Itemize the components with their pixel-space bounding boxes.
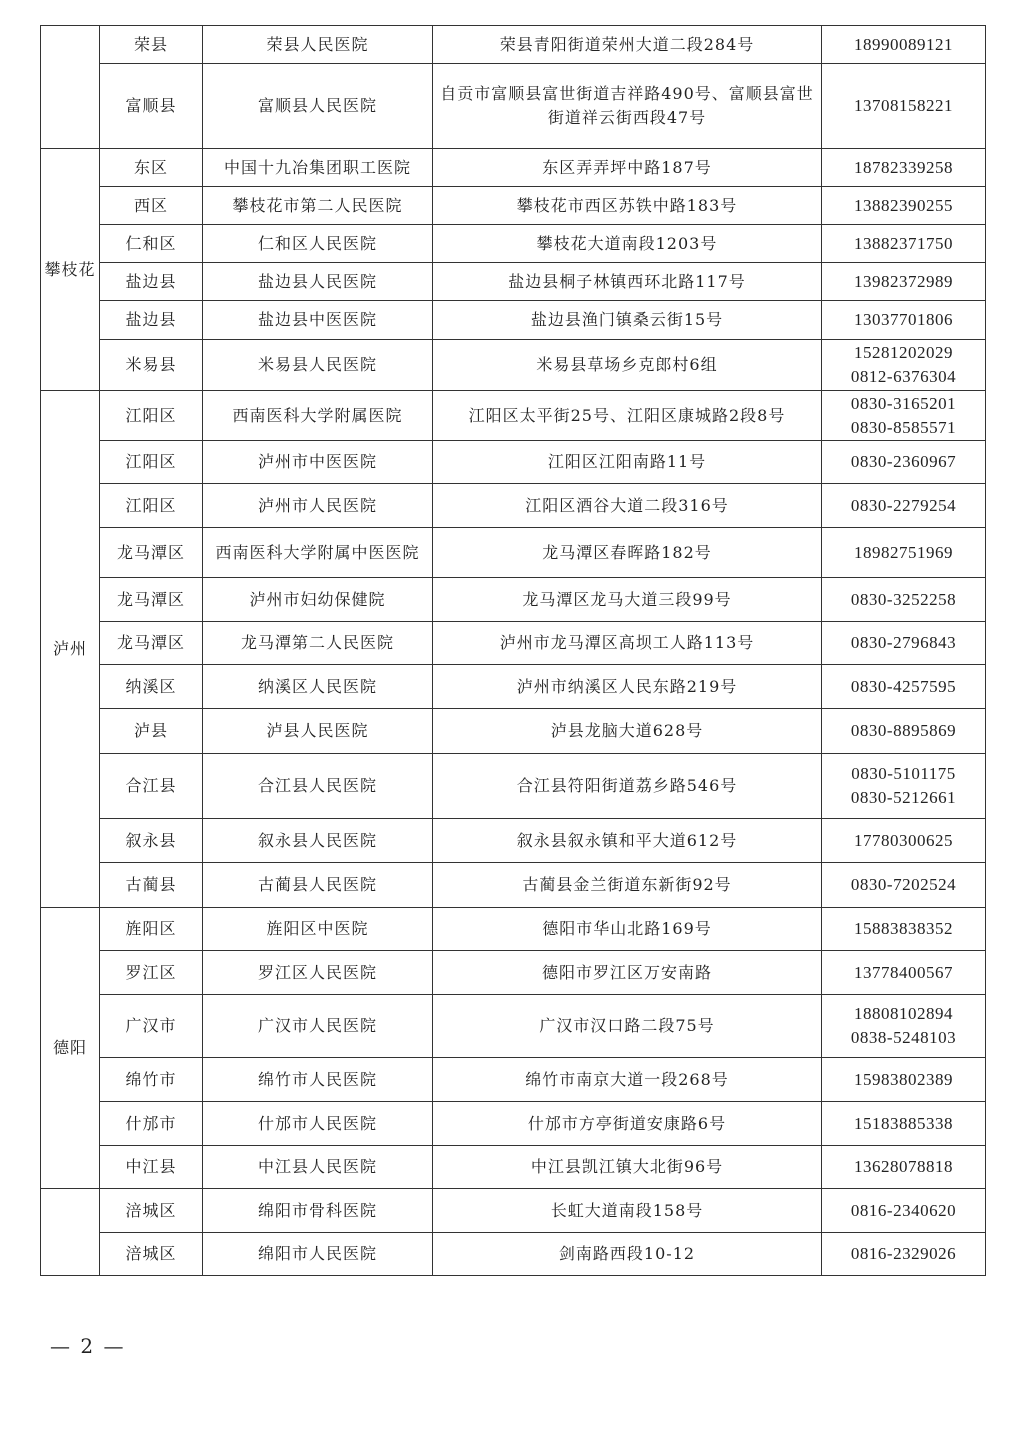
phone-number: 18782339258 [854, 157, 953, 177]
phone-number: 0830-5212661 [850, 788, 957, 807]
district-cell: 涪城区 [100, 1189, 203, 1233]
hospital-cell: 泸县人民医院 [203, 709, 433, 754]
table-row [41, 709, 986, 754]
phone-number: 0830-2279254 [850, 495, 957, 515]
table-row [41, 863, 986, 908]
phone-cell [822, 26, 986, 64]
table-row [41, 1233, 986, 1276]
phone-number: 0816-2340620 [850, 1200, 957, 1220]
district-cell: 泸县 [100, 709, 203, 754]
phone-cell [822, 665, 986, 709]
district-cell: 江阳区 [100, 391, 203, 441]
district-cell: 龙马潭区 [100, 528, 203, 578]
phone-number: 17780300625 [854, 830, 953, 850]
hospital-cell: 纳溪区人民医院 [203, 665, 433, 709]
city-cell: 泸州 [41, 391, 100, 908]
phone-number: 15281202029 [854, 343, 953, 362]
district-cell: 龙马潭区 [100, 578, 203, 622]
phone-number: 15883838352 [854, 919, 953, 938]
address-cell: 古蔺县金兰街道东新街92号 [433, 863, 822, 908]
table-row [41, 64, 986, 149]
hospital-table [40, 25, 986, 1276]
address-cell: 攀枝花大道南段1203号 [433, 225, 822, 263]
table-row [41, 754, 986, 819]
table-row [41, 528, 986, 578]
address-cell: 江阳区太平街25号、江阳区康城路2段8号 [433, 391, 822, 441]
table-row [41, 995, 986, 1058]
phone-cell [822, 1102, 986, 1146]
hospital-cell: 西南医科大学附属医院 [203, 391, 433, 441]
phone-number: 0830-4257595 [850, 676, 957, 696]
table-row [41, 484, 986, 528]
district-cell: 罗江区 [100, 951, 203, 995]
hospital-cell: 绵阳市骨科医院 [203, 1189, 433, 1233]
address-cell: 东区弄弄坪中路187号 [433, 149, 822, 187]
table-row [41, 1102, 986, 1146]
district-cell: 米易县 [100, 340, 203, 391]
table-row [41, 908, 986, 951]
table-row [41, 441, 986, 484]
district-cell: 仁和区 [100, 225, 203, 263]
district-cell: 荣县 [100, 26, 203, 64]
phone-cell [822, 995, 986, 1058]
address-cell: 德阳市华山北路169号 [433, 908, 822, 951]
hospital-cell: 富顺县人民医院 [203, 64, 433, 149]
phone-cell [822, 622, 986, 665]
hospital-cell: 泸州市中医医院 [203, 441, 433, 484]
table-row [41, 578, 986, 622]
city-cell: 德阳 [41, 908, 100, 1189]
district-cell: 江阳区 [100, 441, 203, 484]
district-cell: 龙马潭区 [100, 622, 203, 665]
table-row [41, 665, 986, 709]
phone-number: 18982751969 [854, 542, 953, 562]
hospital-cell: 古蔺县人民医院 [203, 863, 433, 908]
address-cell: 泸州市龙马潭区高坝工人路113号 [433, 622, 822, 665]
hospital-cell: 盐边县人民医院 [203, 263, 433, 301]
hospital-cell: 合江县人民医院 [203, 754, 433, 819]
district-cell: 富顺县 [100, 64, 203, 149]
hospital-cell: 仁和区人民医院 [203, 225, 433, 263]
address-cell: 中江县凯江镇大北街96号 [433, 1146, 822, 1189]
district-cell: 涪城区 [100, 1233, 203, 1276]
phone-number: 13882390255 [854, 195, 953, 215]
table-row [41, 1146, 986, 1189]
city-cell [41, 26, 100, 149]
hospital-cell: 荣县人民医院 [203, 26, 433, 64]
phone-cell [822, 1233, 986, 1276]
phone-number: 13628078818 [854, 1157, 953, 1176]
address-cell: 盐边县渔门镇桑云街15号 [433, 301, 822, 340]
phone-number: 0830-5101175 [851, 764, 956, 783]
phone-cell [822, 819, 986, 863]
table-row [41, 1189, 986, 1233]
phone-cell [822, 1189, 986, 1233]
phone-number: 15183885338 [854, 1113, 953, 1133]
phone-number: 13037701806 [854, 310, 953, 329]
phone-number: 0830-3252258 [850, 589, 957, 609]
address-cell: 盐边县桐子林镇西环北路117号 [433, 263, 822, 301]
phone-cell [822, 709, 986, 754]
hospital-cell: 中国十九冶集团职工医院 [203, 149, 433, 187]
hospital-cell: 中江县人民医院 [203, 1146, 433, 1189]
phone-cell [822, 225, 986, 263]
address-cell: 叙永县叙永镇和平大道612号 [433, 819, 822, 863]
address-cell: 泸县龙脑大道628号 [433, 709, 822, 754]
phone-number: 13882371750 [854, 233, 953, 253]
address-cell: 德阳市罗江区万安南路 [433, 951, 822, 995]
district-cell: 东区 [100, 149, 203, 187]
phone-cell [822, 441, 986, 484]
address-cell: 荣县青阳街道荣州大道二段284号 [433, 26, 822, 64]
phone-number: 0830-8585571 [850, 417, 957, 437]
address-cell: 龙马潭区春晖路182号 [433, 528, 822, 578]
phone-cell [822, 391, 986, 441]
address-cell: 剑南路西段10-12 [433, 1233, 822, 1276]
phone-number: 15983802389 [854, 1069, 953, 1089]
phone-cell [822, 64, 986, 149]
phone-cell [822, 908, 986, 951]
phone-number: 13778400567 [854, 962, 953, 982]
district-cell: 合江县 [100, 754, 203, 819]
hospital-cell: 泸州市人民医院 [203, 484, 433, 528]
hospital-cell: 龙马潭第二人民医院 [203, 622, 433, 665]
phone-number: 18990089121 [854, 34, 953, 54]
hospital-cell: 广汉市人民医院 [203, 995, 433, 1058]
phone-number: 0830-2360967 [850, 452, 957, 471]
table-row [41, 225, 986, 263]
phone-number: 0830-8895869 [850, 721, 957, 740]
phone-cell [822, 1058, 986, 1102]
address-cell: 合江县符阳街道荔乡路546号 [433, 754, 822, 819]
phone-cell [822, 863, 986, 908]
table-row [41, 622, 986, 665]
table-row [41, 26, 986, 64]
phone-cell [822, 484, 986, 528]
table-row [41, 301, 986, 340]
hospital-cell: 盐边县中医医院 [203, 301, 433, 340]
address-cell: 江阳区江阳南路11号 [433, 441, 822, 484]
phone-number: 0830-7202524 [850, 875, 957, 894]
hospital-cell: 罗江区人民医院 [203, 951, 433, 995]
address-cell: 江阳区酒谷大道二段316号 [433, 484, 822, 528]
hospital-cell: 绵竹市人民医院 [203, 1058, 433, 1102]
district-cell: 西区 [100, 187, 203, 225]
phone-number: 13982372989 [854, 271, 953, 291]
phone-cell [822, 340, 986, 391]
phone-number: 13708158221 [854, 96, 953, 115]
phone-number: 0830-3165201 [850, 393, 957, 413]
hospital-cell: 旌阳区中医院 [203, 908, 433, 951]
phone-number: 0838-5248103 [850, 1028, 957, 1047]
district-cell: 盐边县 [100, 263, 203, 301]
district-cell: 绵竹市 [100, 1058, 203, 1102]
table-row [41, 1058, 986, 1102]
phone-cell [822, 263, 986, 301]
phone-number: 0816-2329026 [850, 1244, 957, 1263]
address-cell: 攀枝花市西区苏铁中路183号 [433, 187, 822, 225]
address-cell: 泸州市纳溪区人民东路219号 [433, 665, 822, 709]
phone-number: 0830-2796843 [850, 633, 957, 652]
table-row [41, 819, 986, 863]
address-cell: 绵竹市南京大道一段268号 [433, 1058, 822, 1102]
phone-cell [822, 301, 986, 340]
hospital-cell: 泸州市妇幼保健院 [203, 578, 433, 622]
district-cell: 叙永县 [100, 819, 203, 863]
district-cell: 广汉市 [100, 995, 203, 1058]
table-row [41, 391, 986, 441]
table-row [41, 340, 986, 391]
phone-cell [822, 754, 986, 819]
district-cell: 纳溪区 [100, 665, 203, 709]
hospital-cell: 什邡市人民医院 [203, 1102, 433, 1146]
table-row [41, 149, 986, 187]
address-cell: 龙马潭区龙马大道三段99号 [433, 578, 822, 622]
hospital-cell: 绵阳市人民医院 [203, 1233, 433, 1276]
phone-cell [822, 528, 986, 578]
table-row [41, 263, 986, 301]
district-cell: 旌阳区 [100, 908, 203, 951]
district-cell: 盐边县 [100, 301, 203, 340]
city-cell [41, 1189, 100, 1276]
hospital-cell: 米易县人民医院 [203, 340, 433, 391]
table-row [41, 187, 986, 225]
phone-cell [822, 951, 986, 995]
phone-number: 0812-6376304 [850, 367, 957, 386]
address-cell: 什邡市方亭街道安康路6号 [433, 1102, 822, 1146]
table-row [41, 951, 986, 995]
phone-cell [822, 578, 986, 622]
district-cell: 江阳区 [100, 484, 203, 528]
address-cell: 广汉市汉口路二段75号 [433, 995, 822, 1058]
district-cell: 什邡市 [100, 1102, 203, 1146]
page-number: — 2 — [50, 1334, 126, 1358]
district-cell: 古蔺县 [100, 863, 203, 908]
city-cell: 攀枝花 [41, 149, 100, 391]
hospital-cell: 攀枝花市第二人民医院 [203, 187, 433, 225]
phone-number: 18808102894 [854, 1004, 953, 1023]
phone-cell [822, 187, 986, 225]
address-cell: 自贡市富顺县富世街道吉祥路490号、富顺县富世街道祥云街西段47号 [433, 64, 822, 149]
phone-cell [822, 149, 986, 187]
hospital-cell: 西南医科大学附属中医医院 [203, 528, 433, 578]
address-cell: 米易县草场乡克郎村6组 [433, 340, 822, 391]
address-cell: 长虹大道南段158号 [433, 1189, 822, 1233]
district-cell: 中江县 [100, 1146, 203, 1189]
hospital-cell: 叙永县人民医院 [203, 819, 433, 863]
phone-cell [822, 1146, 986, 1189]
